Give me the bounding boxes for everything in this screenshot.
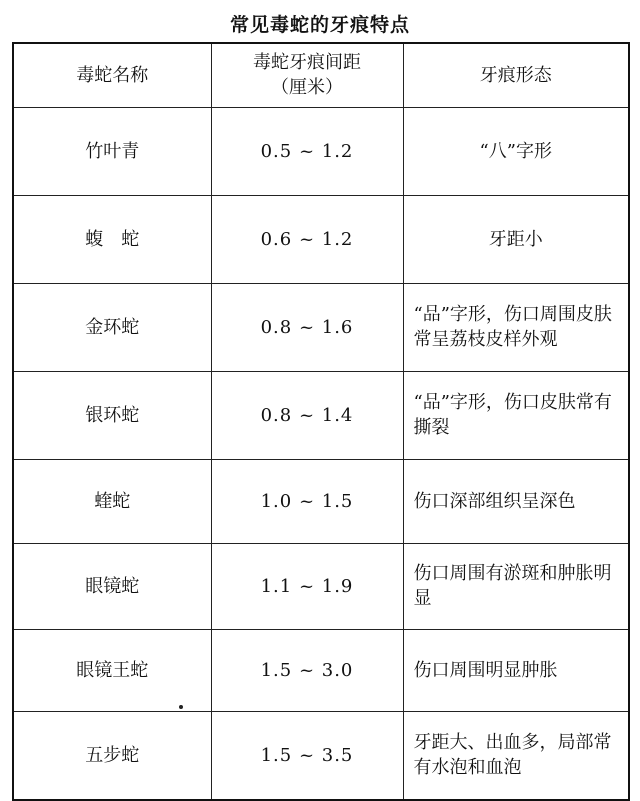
snake-name-cell: 蝮 蛇 xyxy=(13,195,211,283)
snake-bite-table xyxy=(12,42,630,801)
bite-shape-cell: “品”字形，伤口皮肤常有撕裂 xyxy=(403,371,629,459)
print-speck xyxy=(179,705,183,709)
snake-name-cell: 蝰蛇 xyxy=(13,459,211,543)
snake-name-cell: 眼镜蛇 xyxy=(13,543,211,629)
fang-distance-cell: 1.1 ~ 1.9 xyxy=(211,543,403,629)
table-row xyxy=(13,107,629,195)
bite-shape-cell: 伤口深部组织呈深色 xyxy=(403,459,629,543)
header-fang-distance-line1: 毒蛇牙痕间距 xyxy=(253,52,361,74)
bite-shape-cell: “品”字形，伤口周围皮肤常呈荔枝皮样外观 xyxy=(403,283,629,371)
header-fang-distance xyxy=(211,43,403,107)
fang-distance-cell: 0.8 ~ 1.6 xyxy=(211,283,403,371)
fang-distance-cell: 0.8 ~ 1.4 xyxy=(211,371,403,459)
header-bite-shape: 牙痕形态 xyxy=(403,43,629,107)
header-fang-distance-unit: （厘米） xyxy=(271,77,343,99)
table-row xyxy=(13,711,629,800)
bite-shape-cell: 牙距小 xyxy=(403,195,629,283)
table-row xyxy=(13,459,629,543)
table-row xyxy=(13,283,629,371)
fang-distance-cell: 1.5 ~ 3.0 xyxy=(211,629,403,711)
table-header-row xyxy=(13,43,629,107)
snake-name-cell: 金环蛇 xyxy=(13,283,211,371)
table-title: 常见毒蛇的牙痕特点 xyxy=(229,14,410,36)
fang-distance-cell: 0.5 ~ 1.2 xyxy=(211,107,403,195)
bite-shape-cell: “八”字形 xyxy=(403,107,629,195)
table-row xyxy=(13,195,629,283)
table-row xyxy=(13,629,629,711)
bite-shape-cell: 牙距大、出血多，局部常有水泡和血泡 xyxy=(403,711,629,800)
header-snake-name: 毒蛇名称 xyxy=(13,43,211,107)
snake-name-cell: 五步蛇 xyxy=(13,711,211,800)
fang-distance-cell: 1.0 ~ 1.5 xyxy=(211,459,403,543)
bite-shape-cell: 伤口周围有淤斑和肿胀明显 xyxy=(403,543,629,629)
fang-distance-cell: 1.5 ~ 3.5 xyxy=(211,711,403,800)
bite-shape-cell: 伤口周围明显肿胀 xyxy=(403,629,629,711)
table-row xyxy=(13,543,629,629)
snake-name-cell: 竹叶青 xyxy=(13,107,211,195)
snake-name-cell: 眼镜王蛇 xyxy=(13,629,211,711)
fang-distance-cell: 0.6 ~ 1.2 xyxy=(211,195,403,283)
table-row xyxy=(13,371,629,459)
snake-name-cell: 银环蛇 xyxy=(13,371,211,459)
